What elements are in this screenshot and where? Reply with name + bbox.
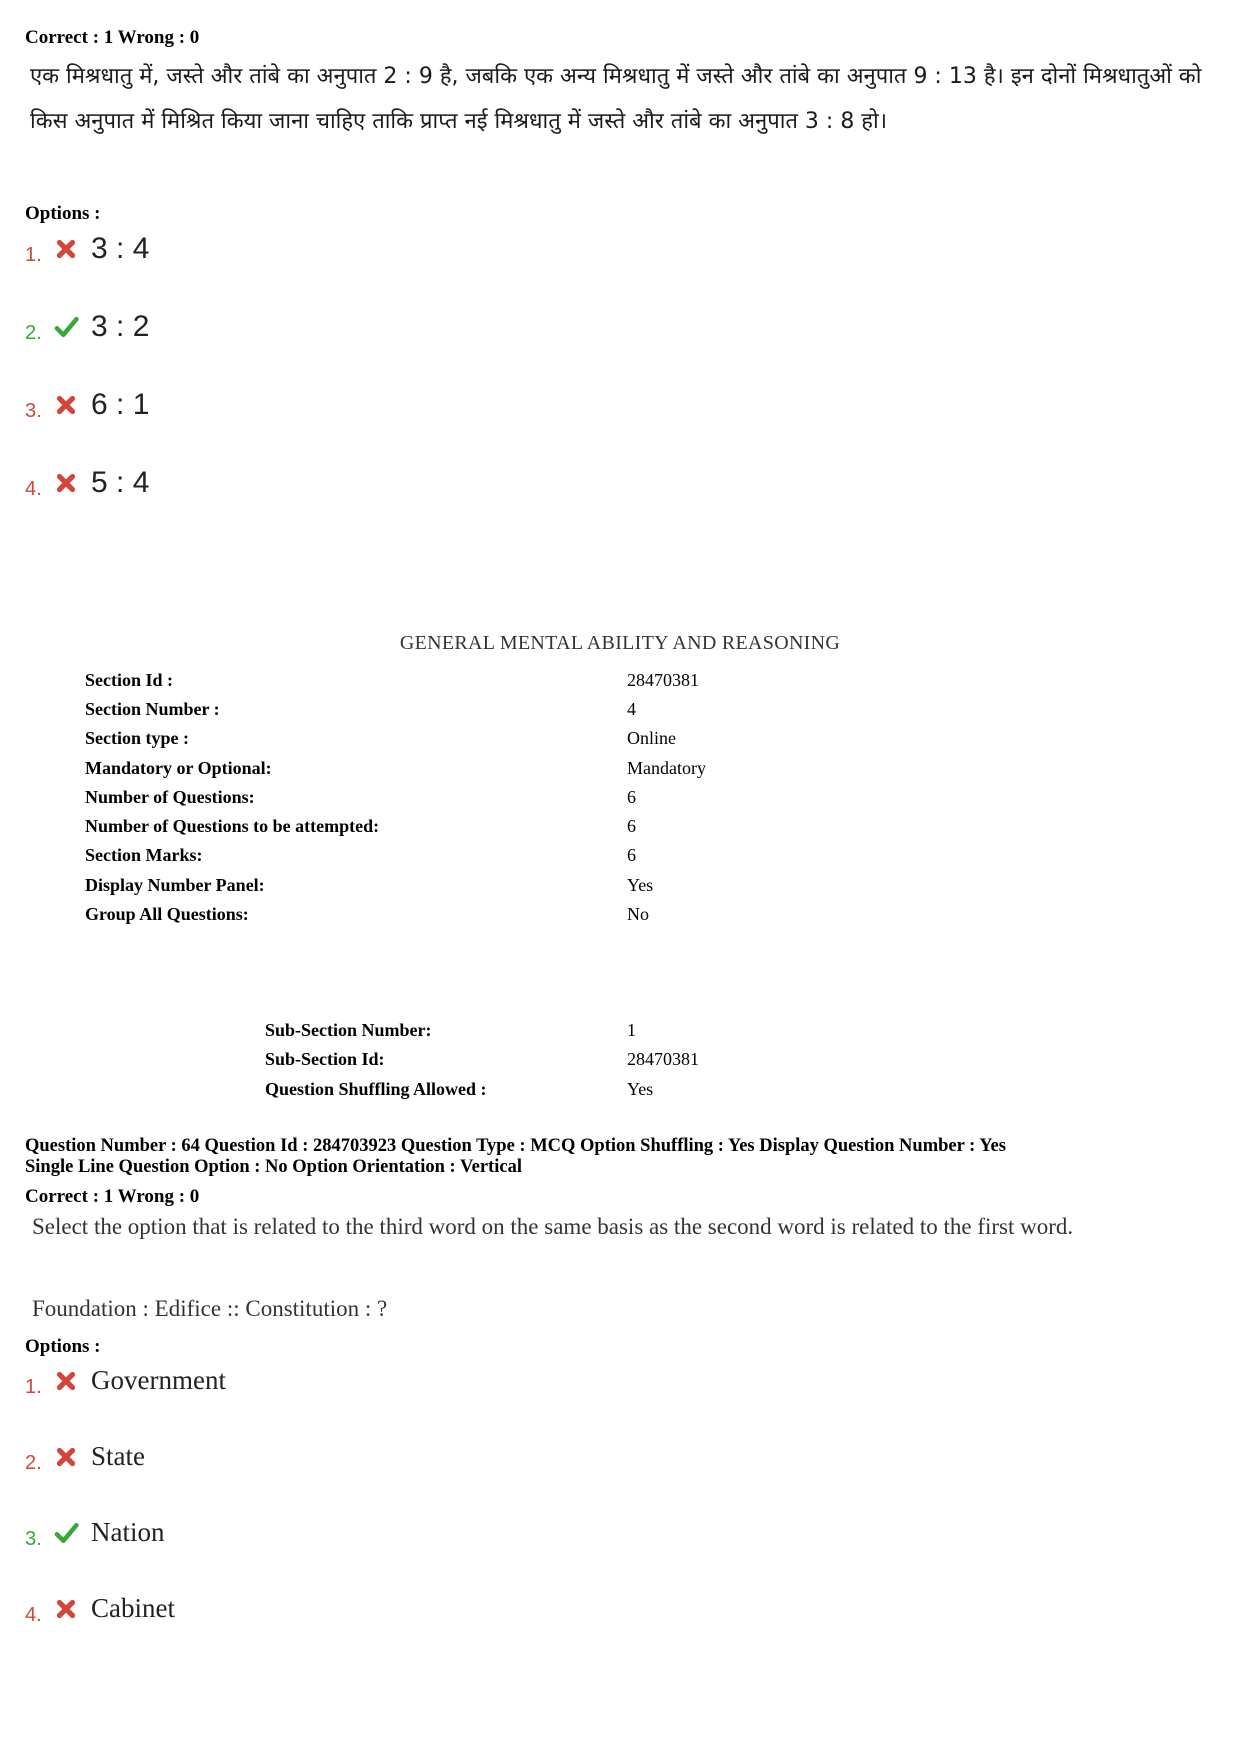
subsection-key: Sub-Section Number: bbox=[265, 1020, 432, 1040]
section-key: Number of Questions: bbox=[85, 787, 255, 807]
section-value: Online bbox=[627, 728, 676, 748]
option-text: Cabinet bbox=[91, 1593, 175, 1623]
q2-option-3 bbox=[25, 1514, 165, 1551]
subsection-value: Yes bbox=[627, 1079, 654, 1099]
option-number: 4. bbox=[25, 478, 42, 500]
option-text: State bbox=[91, 1441, 145, 1471]
section-value: Yes bbox=[627, 875, 654, 895]
section-value: No bbox=[627, 904, 649, 924]
option-text: Nation bbox=[91, 1517, 165, 1547]
section-key: Mandatory or Optional: bbox=[85, 758, 272, 778]
q1-option-2 bbox=[25, 308, 149, 345]
q1-options-label: Options : bbox=[25, 203, 101, 224]
cross-icon bbox=[53, 1444, 79, 1470]
section-value: 28470381 bbox=[627, 670, 699, 690]
section-title: GENERAL MENTAL ABILITY AND REASONING bbox=[399, 632, 841, 654]
option-number: 4. bbox=[25, 1604, 42, 1626]
option-text: 6 : 1 bbox=[91, 387, 150, 421]
option-text: 3 : 2 bbox=[91, 309, 150, 343]
section-key: Section type : bbox=[85, 728, 189, 748]
section-value: 6 bbox=[627, 845, 636, 865]
q2-meta-line-1: Question Number : 64 Question Id : 284703923 Question Type : MCQ Option Shuffling : Yes Display Question Number : Yes bbox=[25, 1136, 1006, 1156]
option-text: 3 : 4 bbox=[91, 231, 150, 265]
q1-option-1 bbox=[25, 230, 149, 267]
q2-meta-line-2: Single Line Question Option : No Option Orientation : Vertical bbox=[25, 1157, 522, 1177]
cross-icon bbox=[53, 236, 79, 262]
section-value: 4 bbox=[627, 699, 636, 719]
check-icon bbox=[53, 314, 79, 340]
subsection-info-table bbox=[265, 1016, 865, 1111]
section-key: Group All Questions: bbox=[85, 904, 249, 924]
q2-stats: Correct : 1 Wrong : 0 bbox=[25, 1186, 200, 1207]
q1-option-3 bbox=[25, 386, 149, 423]
cross-icon bbox=[53, 470, 79, 496]
subsection-value: 28470381 bbox=[627, 1049, 699, 1069]
q1-question-text: एक मिश्रधातु में, जस्ते और तांबे का अनुपात 2 : 9 है, जबकि एक अन्य मिश्रधातु में जस्ते और तांबे का अनुपात 9 : 13 है। इन दोनों मिश्रधातुओं को किस अनुपात में मिश्रित किया जाना चाहिए ताकि प्राप्त नई मिश्रधातु में जस्ते और तांबे का अनुपात 3 : 8 हो। bbox=[30, 64, 1202, 134]
q2-analogy: Foundation : Edifice :: Constitution : ? bbox=[32, 1296, 388, 1321]
section-key: Section Id : bbox=[85, 670, 174, 690]
section-value: Mandatory bbox=[627, 758, 706, 778]
q2-question-text: Select the option that is related to the third word on the same basis as the second word is related to the first word. bbox=[32, 1214, 1074, 1239]
section-value: 6 bbox=[627, 787, 636, 807]
section-info-table bbox=[85, 666, 885, 936]
section-key: Section Number : bbox=[85, 699, 220, 719]
section-key: Number of Questions to be attempted: bbox=[85, 816, 380, 836]
option-text: Government bbox=[91, 1365, 226, 1395]
check-icon bbox=[53, 1520, 79, 1546]
subsection-key: Sub-Section Id: bbox=[265, 1049, 385, 1069]
q2-options-label: Options : bbox=[25, 1336, 101, 1357]
option-number: 2. bbox=[25, 322, 42, 344]
option-number: 1. bbox=[25, 1376, 42, 1398]
q2-option-1 bbox=[25, 1362, 226, 1399]
cross-icon bbox=[53, 392, 79, 418]
q1-option-4 bbox=[25, 464, 149, 501]
q2-option-4 bbox=[25, 1590, 175, 1627]
option-number: 1. bbox=[25, 244, 42, 266]
q2-option-2 bbox=[25, 1438, 145, 1475]
cross-icon bbox=[53, 1368, 79, 1394]
option-number: 3. bbox=[25, 400, 42, 422]
subsection-value: 1 bbox=[627, 1020, 636, 1040]
section-key: Section Marks: bbox=[85, 845, 203, 865]
subsection-key: Question Shuffling Allowed : bbox=[265, 1079, 487, 1099]
cross-icon bbox=[53, 1596, 79, 1622]
option-text: 5 : 4 bbox=[91, 465, 150, 499]
option-number: 2. bbox=[25, 1452, 42, 1474]
section-value: 6 bbox=[627, 816, 636, 836]
q1-stats: Correct : 1 Wrong : 0 bbox=[25, 27, 200, 48]
option-number: 3. bbox=[25, 1528, 42, 1550]
section-key: Display Number Panel: bbox=[85, 875, 265, 895]
